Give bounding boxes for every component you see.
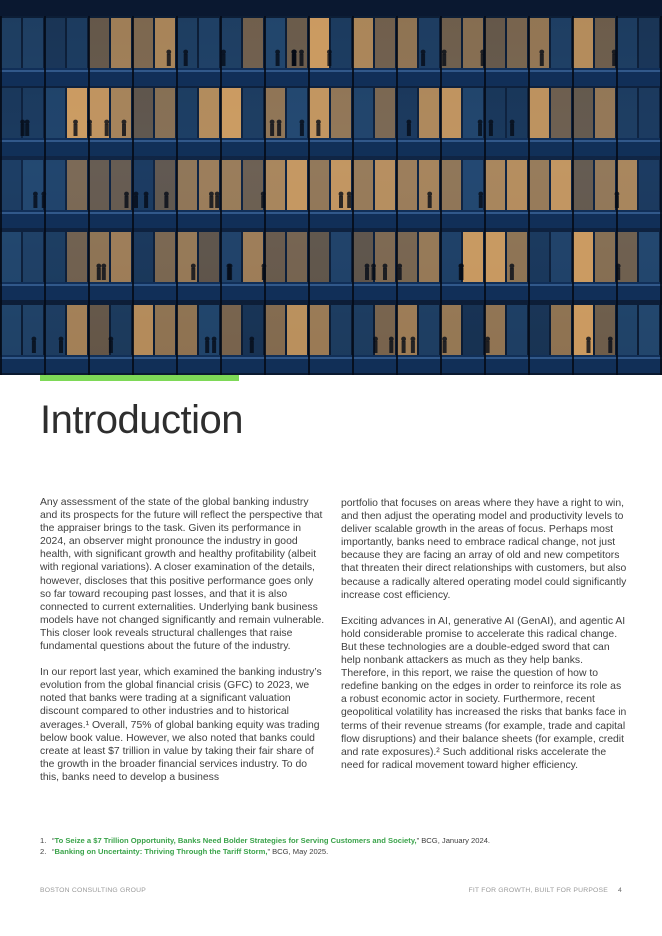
mullion <box>220 0 222 375</box>
window-pane <box>441 232 461 282</box>
window-pane <box>45 18 65 68</box>
window-pane <box>309 160 329 210</box>
window-pane <box>177 160 197 210</box>
window-pane <box>375 18 395 68</box>
person-silhouette <box>184 54 188 66</box>
person-head <box>539 50 544 55</box>
person-silhouette <box>32 341 36 353</box>
person-silhouette <box>510 268 514 280</box>
mullion <box>572 0 574 375</box>
window-pane <box>133 88 153 138</box>
person-head <box>442 50 447 55</box>
person-silhouette <box>228 268 232 280</box>
mullion <box>132 0 134 375</box>
person-head <box>383 264 388 269</box>
person-silhouette <box>540 54 544 66</box>
person-silhouette <box>407 124 411 136</box>
footnote-link[interactable]: Banking on Uncertainty: Thriving Through the Tariff Storm, <box>54 847 268 856</box>
window-pane <box>67 160 87 210</box>
window-pane <box>375 160 395 210</box>
window-pane <box>1 305 21 355</box>
person-head <box>191 264 196 269</box>
person-head <box>347 192 352 197</box>
paragraph: Any assessment of the state of the global banking industry and its prospects for the future will reflect the perspective that the appraiser brings to the task. Given its performance in 2024, an observer might pronounce the industry in good health, with significant growth and healthy profitability (albeit with regional variations). A closer examination of the details, however, discloses that this positive performance goes only so far toward recouping past losses, and that it is also connected to current externalities. Underlying bank business models have not changed significantly and remain vulnerable. This closer look reveals structural challenges that raise fundamental questions about the future of the industry. <box>40 497 325 653</box>
window-pane <box>507 305 527 355</box>
person-head <box>510 120 515 125</box>
window-pane <box>529 305 549 355</box>
person-silhouette <box>478 124 482 136</box>
person-silhouette <box>389 341 393 353</box>
window-pane <box>243 232 263 282</box>
window-pane <box>507 18 527 68</box>
window-pane <box>529 18 549 68</box>
person-head <box>277 120 282 125</box>
window-pane <box>639 305 659 355</box>
person-silhouette <box>587 341 591 353</box>
person-head <box>299 50 304 55</box>
window-pane <box>287 160 307 210</box>
window-pane <box>639 88 659 138</box>
window-pane <box>551 160 571 210</box>
window-pane <box>551 18 571 68</box>
paragraph: In our report last year, which examined the banking industry’s evolution from the global financial crisis (GFC) to 2023, we noted that banks were trading at a significant valuation discount compared to other industries and to historical averages.¹ Overall, 75% of global banking equity was trading below book value. However, we also noted that banks could create at least $7 trillion in value by taking their fair share of the growth in the broader financial services industry. To do this, banks need to develop a business <box>40 667 322 783</box>
person-head <box>122 120 127 125</box>
window-pane <box>23 160 43 210</box>
mullion <box>440 0 442 375</box>
person-head <box>228 264 233 269</box>
person-head <box>327 50 332 55</box>
person-silhouette <box>347 196 351 208</box>
railing-line <box>0 212 662 214</box>
window-pane <box>309 305 329 355</box>
footnote-link[interactable]: To Seize a $7 Trillion Opportunity, Banks Need Bolder Strategies for Serving Customers and Society, <box>54 836 417 845</box>
window-pane <box>353 232 373 282</box>
person-head <box>292 50 297 55</box>
mullion <box>44 0 46 375</box>
window-pane <box>243 88 263 138</box>
window-pane <box>199 232 219 282</box>
person-head <box>316 120 321 125</box>
person-silhouette <box>21 124 25 136</box>
window-pane <box>375 88 395 138</box>
window-pane <box>287 88 307 138</box>
person-head <box>96 264 101 269</box>
person-silhouette <box>250 341 254 353</box>
window-pane <box>133 232 153 282</box>
person-head <box>365 264 370 269</box>
person-head <box>101 264 106 269</box>
person-head <box>20 120 25 125</box>
person-silhouette <box>222 54 226 66</box>
window-pane <box>221 305 241 355</box>
mullion <box>88 0 90 375</box>
mullion <box>396 0 398 375</box>
person-head <box>397 264 402 269</box>
person-silhouette <box>59 341 63 353</box>
person-head <box>73 120 78 125</box>
person-silhouette <box>167 54 171 66</box>
person-head <box>215 192 220 197</box>
window-pane <box>573 232 593 282</box>
person-head <box>427 192 432 197</box>
person-head <box>300 120 305 125</box>
person-head <box>608 337 613 342</box>
window-pane <box>419 305 439 355</box>
person-head <box>411 337 416 342</box>
mullion <box>176 0 178 375</box>
person-silhouette <box>102 268 106 280</box>
person-silhouette <box>125 196 129 208</box>
footnote <box>40 835 620 846</box>
person-silhouette <box>25 124 29 136</box>
window-pane <box>67 232 87 282</box>
window-pane <box>287 232 307 282</box>
window-pane <box>639 160 659 210</box>
window-pane <box>595 160 615 210</box>
window-pane <box>397 18 417 68</box>
window-pane <box>111 232 131 282</box>
window-pane <box>309 232 329 282</box>
window-pane <box>463 232 483 282</box>
person-head <box>166 50 171 55</box>
person-silhouette <box>479 196 483 208</box>
hero-image <box>0 0 662 375</box>
window-pane <box>265 305 285 355</box>
person-silhouette <box>421 54 425 66</box>
window-pane <box>551 88 571 138</box>
window-pane <box>595 232 615 282</box>
person-head <box>407 120 412 125</box>
mullion <box>0 0 2 375</box>
window-pane <box>639 18 659 68</box>
window-pane <box>243 18 263 68</box>
window-pane <box>1 232 21 282</box>
person-silhouette <box>316 124 320 136</box>
railing-line <box>0 284 662 286</box>
window-pane <box>529 88 549 138</box>
window-pane <box>353 305 373 355</box>
person-head <box>249 337 254 342</box>
person-head <box>478 192 483 197</box>
window-pane <box>111 88 131 138</box>
person-silhouette <box>144 196 148 208</box>
window-pane <box>199 18 219 68</box>
window-pane <box>441 88 461 138</box>
person-silhouette <box>365 268 369 280</box>
person-head <box>510 264 515 269</box>
window-pane <box>23 18 43 68</box>
accent-bar <box>40 375 239 381</box>
window-pane <box>133 18 153 68</box>
person-silhouette <box>205 341 209 353</box>
mullion <box>264 0 266 375</box>
window-pane <box>199 88 219 138</box>
window-pane <box>507 88 527 138</box>
window-pane <box>573 18 593 68</box>
person-head <box>401 337 406 342</box>
window-pane <box>595 88 615 138</box>
person-head <box>183 50 188 55</box>
window-pane <box>419 232 439 282</box>
paragraph: Exciting advances in AI, generative AI (GenAI), and agentic AI hold considerable promise to accelerate this radical change. But these technologies are a double-edged sword that can help nonbank attackers as much as they help banks. Therefore, in this report, we raise the question of how to redefine banking on the edges in order to reinforce its role as a robust economic actor in society. Furthermore, recent geopolitical volatility has increased the risks that banks face in terms of their revenue streams (for example, trade and capital flow disruptions) and their balance sheets (for example, credit and rate exposures).² Such additional risks accelerate the need for radical movement toward higher efficiency. <box>341 615 627 771</box>
page-title: Introduction <box>40 398 244 442</box>
person-silhouette <box>164 196 168 208</box>
window-pane <box>133 305 153 355</box>
window-pane <box>89 305 109 355</box>
window-pane <box>617 305 637 355</box>
person-silhouette <box>460 268 464 280</box>
mullion <box>528 0 530 375</box>
footer-right <box>468 887 622 894</box>
railing-line <box>0 70 662 72</box>
person-head <box>586 337 591 342</box>
person-silhouette <box>411 341 415 353</box>
person-head <box>275 50 280 55</box>
person-silhouette <box>428 196 432 208</box>
window-pane <box>287 18 307 68</box>
window-pane <box>617 18 637 68</box>
person-silhouette <box>191 268 195 280</box>
footer-report-title: FIT FOR GROWTH, BUILT FOR PURPOSE <box>468 887 609 894</box>
window-pane <box>573 160 593 210</box>
person-head <box>421 50 426 55</box>
window-pane <box>111 305 131 355</box>
window-pane <box>265 18 285 68</box>
person-head <box>104 120 109 125</box>
person-head <box>124 192 129 197</box>
person-silhouette <box>383 268 387 280</box>
window-pane <box>331 305 351 355</box>
person-head <box>33 192 38 197</box>
person-silhouette <box>209 196 213 208</box>
window-pane <box>221 160 241 210</box>
person-head <box>389 337 394 342</box>
person-silhouette <box>276 54 280 66</box>
person-head <box>134 192 139 197</box>
person-head <box>144 192 149 197</box>
window-pane <box>353 160 373 210</box>
person-head <box>205 337 210 342</box>
right-column <box>341 497 627 785</box>
person-silhouette <box>134 196 138 208</box>
window-pane <box>617 88 637 138</box>
mullion <box>616 0 618 375</box>
window-pane <box>89 160 109 210</box>
paragraph: portfolio that focuses on areas where they have a right to win, and then adjust the operating model and productivity levels to deliver scalable growth in the areas of focus. Perhaps most importantly, banks need to embrace radical change, not just because they are facing an array of old and new competitors that threaten their direct relationships with customers, but also because a radically altered operating model could significantly increase cost efficiency. <box>341 498 627 601</box>
person-silhouette <box>372 268 376 280</box>
window-pane <box>331 18 351 68</box>
person-silhouette <box>122 124 126 136</box>
top-band <box>0 0 662 16</box>
window-pane <box>507 160 527 210</box>
person-silhouette <box>97 268 101 280</box>
footer-company: BOSTON CONSULTING GROUP <box>40 887 146 894</box>
window-pane <box>177 305 197 355</box>
window-pane <box>595 18 615 68</box>
window-pane <box>463 18 483 68</box>
mullion <box>484 0 486 375</box>
window-pane <box>67 18 87 68</box>
person-silhouette <box>300 124 304 136</box>
person-silhouette <box>510 124 514 136</box>
window-pane <box>155 232 175 282</box>
mullion <box>308 0 310 375</box>
window-pane <box>23 232 43 282</box>
window-pane <box>221 88 241 138</box>
person-silhouette <box>215 196 219 208</box>
person-silhouette <box>327 54 331 66</box>
footnote-number: 2. <box>40 847 47 856</box>
person-head <box>164 192 169 197</box>
footnote-number: 1. <box>40 836 47 845</box>
window-pane <box>331 88 351 138</box>
window-pane <box>529 160 549 210</box>
person-head <box>371 264 376 269</box>
window-pane <box>485 232 505 282</box>
person-head <box>109 337 114 342</box>
person-silhouette <box>442 54 446 66</box>
window-pane <box>67 305 87 355</box>
footnote-text <box>52 846 328 857</box>
footnote <box>40 846 620 857</box>
footnote-text <box>52 835 490 846</box>
person-head <box>489 120 494 125</box>
window-pane <box>155 18 175 68</box>
window-pane <box>419 88 439 138</box>
window-pane <box>353 88 373 138</box>
person-head <box>459 264 464 269</box>
footnote-source: ” BCG, May 2025. <box>267 847 329 856</box>
window-pane <box>529 232 549 282</box>
open-quote: “ <box>52 836 55 845</box>
person-head <box>478 120 483 125</box>
person-silhouette <box>277 124 281 136</box>
person-silhouette <box>486 341 490 353</box>
person-head <box>270 120 275 125</box>
window-pane <box>1 160 21 210</box>
window-pane <box>551 305 571 355</box>
window-pane <box>331 232 351 282</box>
person-silhouette <box>105 124 109 136</box>
window-pane <box>639 232 659 282</box>
window-pane <box>45 160 65 210</box>
railing-line <box>0 140 662 142</box>
window-pane <box>287 305 307 355</box>
footnote-source: ” BCG, January 2024. <box>416 836 491 845</box>
person-silhouette <box>109 341 113 353</box>
person-silhouette <box>74 124 78 136</box>
person-head <box>209 192 214 197</box>
window-pane <box>551 232 571 282</box>
window-pane <box>485 160 505 210</box>
mullion <box>352 0 354 375</box>
person-silhouette <box>402 341 406 353</box>
person-silhouette <box>489 124 493 136</box>
window-pane <box>155 305 175 355</box>
person-head <box>339 192 344 197</box>
window-pane <box>177 88 197 138</box>
person-silhouette <box>292 54 296 66</box>
person-silhouette <box>270 124 274 136</box>
window-pane <box>441 160 461 210</box>
person-head <box>59 337 64 342</box>
window-pane <box>1 88 21 138</box>
window-pane <box>309 18 329 68</box>
railing-line <box>0 357 662 359</box>
window-pane <box>155 88 175 138</box>
window-pane <box>45 232 65 282</box>
person-silhouette <box>212 341 216 353</box>
window-pane <box>463 305 483 355</box>
window-pane <box>265 232 285 282</box>
window-pane <box>45 88 65 138</box>
window-pane <box>1 18 21 68</box>
person-head <box>373 337 378 342</box>
open-quote: “ <box>52 847 55 856</box>
window-pane <box>243 160 263 210</box>
window-pane <box>353 18 373 68</box>
person-silhouette <box>339 196 343 208</box>
left-column <box>40 496 326 797</box>
person-silhouette <box>398 268 402 280</box>
person-head <box>612 50 617 55</box>
person-head <box>442 337 447 342</box>
person-silhouette <box>443 341 447 353</box>
person-silhouette <box>374 341 378 353</box>
person-silhouette <box>33 196 37 208</box>
window-pane <box>485 18 505 68</box>
window-pane <box>265 160 285 210</box>
window-pane <box>89 18 109 68</box>
window-pane <box>485 88 505 138</box>
window-pane <box>397 160 417 210</box>
person-silhouette <box>612 54 616 66</box>
person-silhouette <box>300 54 304 66</box>
person-head <box>25 120 30 125</box>
office-building-illustration <box>0 0 662 375</box>
window-pane <box>111 18 131 68</box>
person-silhouette <box>608 341 612 353</box>
person-head <box>32 337 37 342</box>
window-pane <box>617 160 637 210</box>
page-number: 4 <box>618 887 622 894</box>
window-pane <box>265 88 285 138</box>
person-head <box>212 337 217 342</box>
window-pane <box>573 88 593 138</box>
footnotes <box>40 835 620 857</box>
